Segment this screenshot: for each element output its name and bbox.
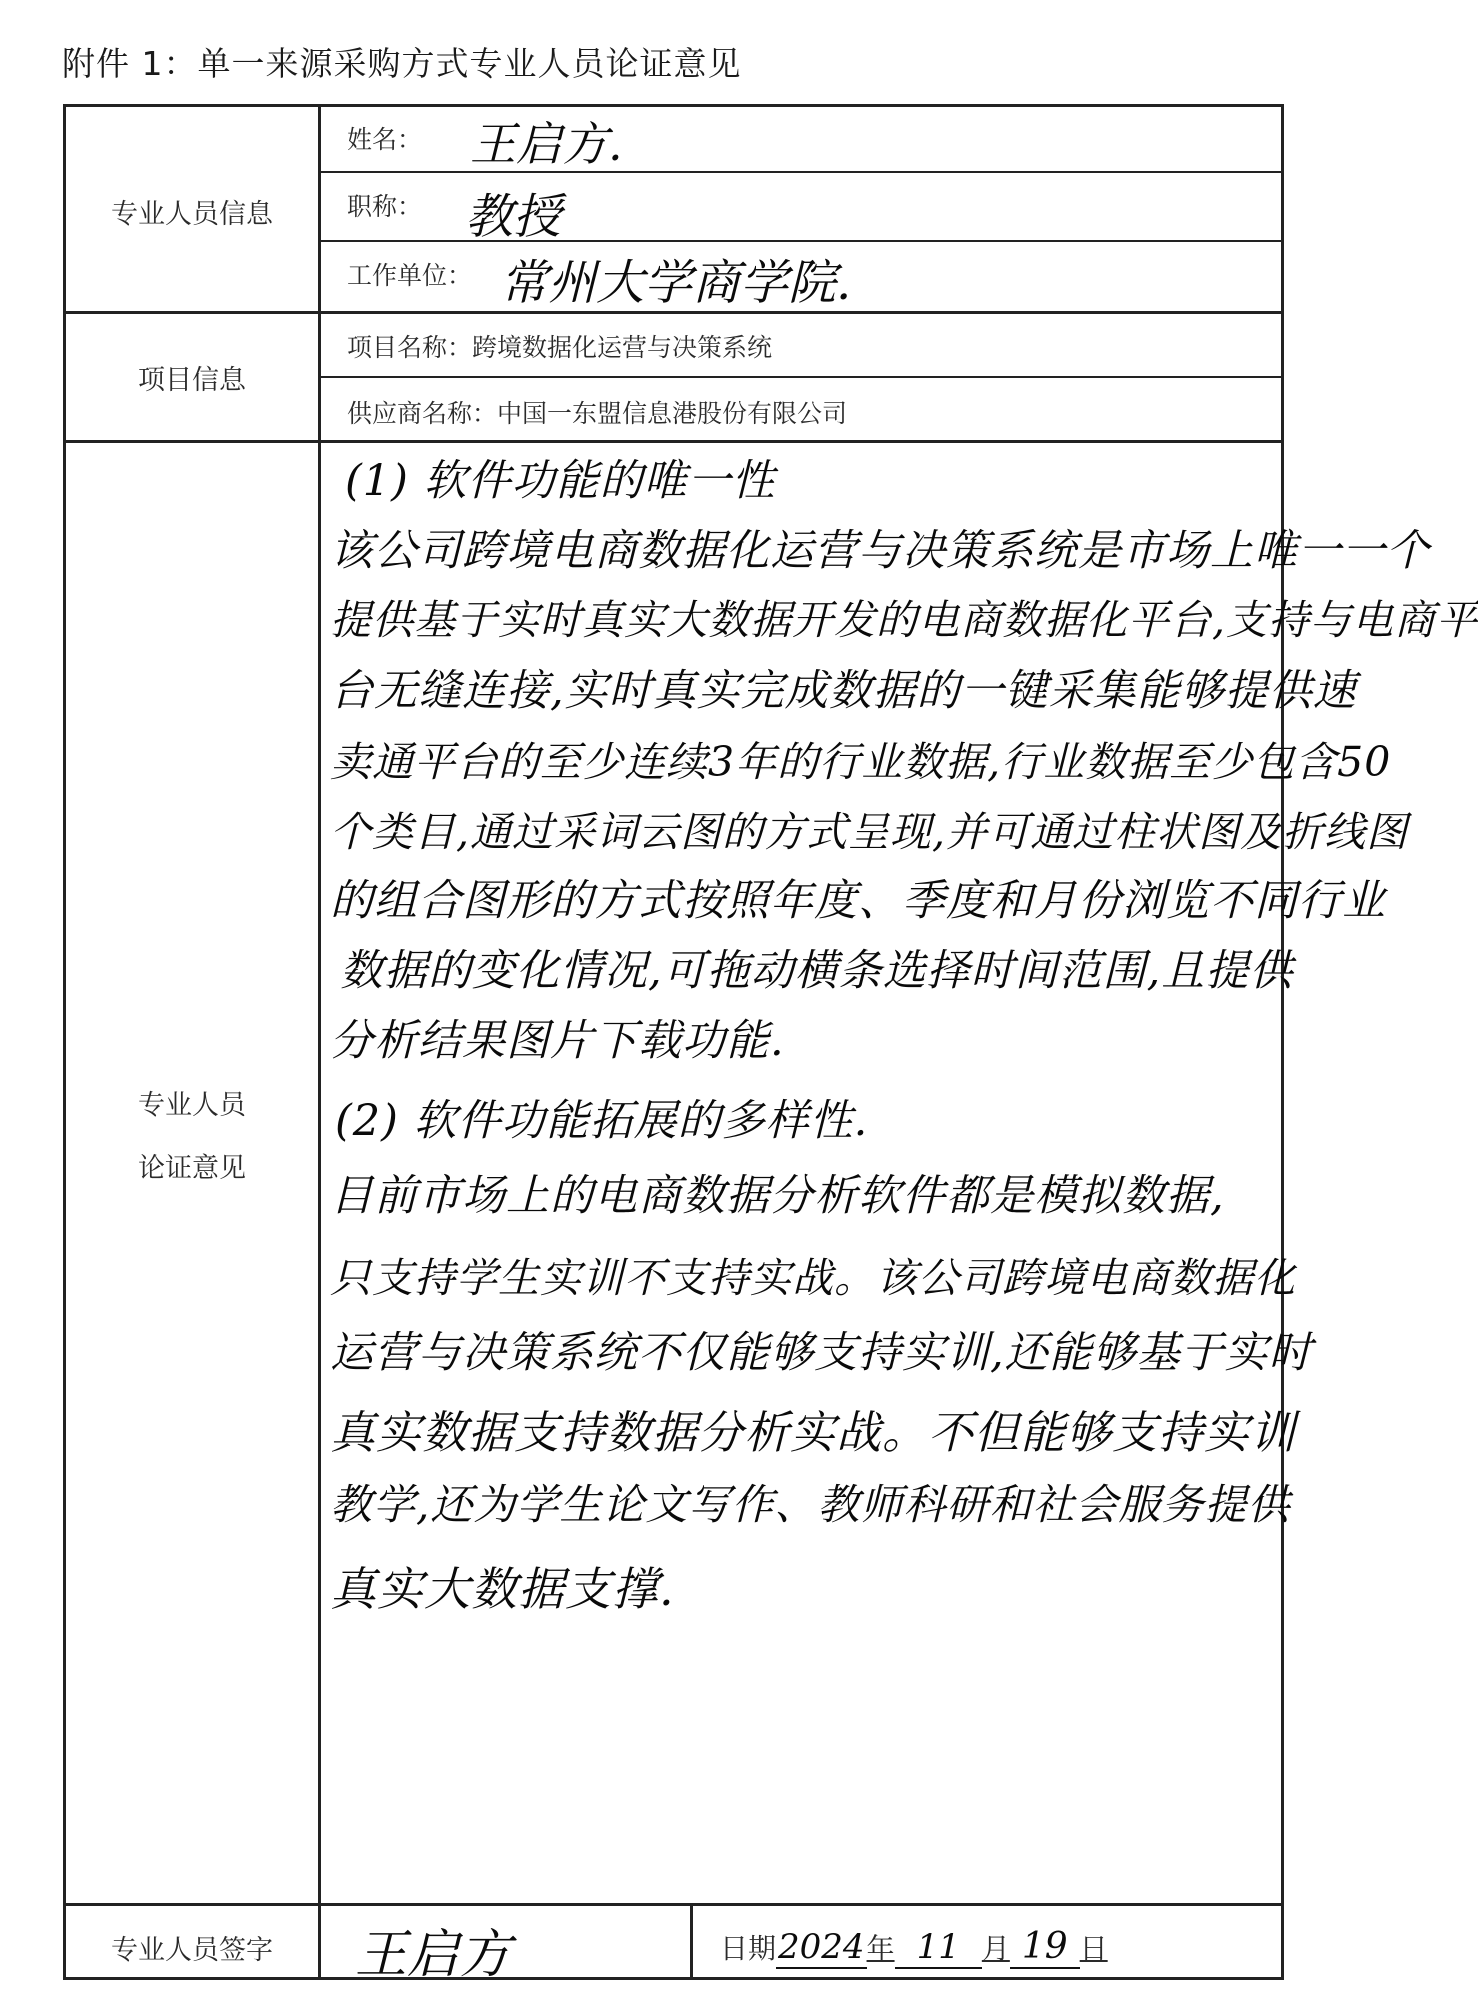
opinion-line: 只支持学生实训不支持实战。该公司跨境电商数据化	[330, 1254, 1296, 1302]
title-field	[347, 187, 422, 223]
workplace-field	[347, 256, 472, 292]
opinion-label-line2: 论证意见	[138, 1153, 246, 1184]
opinion-line: 真实大数据支撑.	[330, 1562, 675, 1616]
opinion-line: 的组合图形的方式按照年度、季度和月份浏览不同行业	[330, 876, 1386, 926]
expert-info-label: 专业人员信息	[111, 199, 273, 230]
opinion-line: 该公司跨境电商数据化运营与决策系统是市场上唯一一个	[330, 526, 1430, 576]
expert-signature: 王启方	[355, 1925, 512, 1985]
opinion-line: 分析结果图片下载功能.	[330, 1016, 785, 1066]
opinion-line: (1) 软件功能的唯一性	[345, 456, 776, 506]
section-divider	[63, 1903, 1284, 1906]
project-name-field	[347, 328, 772, 364]
opinion-line: 数据的变化情况,可拖动横条选择时间范围,且提供	[340, 946, 1294, 996]
title-label: 职称：	[347, 192, 423, 221]
workplace-value: 常州大学商学院.	[500, 255, 852, 311]
opinion-line: 真实数据支持数据分析实战。不但能够支持实训	[330, 1406, 1297, 1459]
project-name-label: 项目名称：	[347, 333, 473, 362]
date-month-unit: 月	[981, 1932, 1010, 1965]
column-divider	[318, 104, 321, 1980]
name-label: 姓名：	[347, 125, 423, 154]
opinion-line: 个类目,通过采词云图的方式呈现,并可通过柱状图及折线图	[330, 808, 1409, 856]
signature-label: 专业人员签字	[111, 1935, 273, 1966]
project-name-value: 跨境数据化运营与决策系统	[472, 333, 773, 362]
date-year-unit: 年	[866, 1932, 895, 1965]
title-value: 教授	[465, 189, 562, 245]
row-divider	[318, 240, 1284, 242]
name-field	[347, 120, 422, 156]
opinion-line: 卖通平台的至少连续3年的行业数据,行业数据至少包含50	[330, 738, 1392, 786]
opinion-line: 教学,还为学生论文写作、教师科研和社会服务提供	[330, 1480, 1291, 1529]
document-title: 附件 1：单一来源采购方式专业人员论证意见	[62, 44, 742, 83]
row-divider	[318, 171, 1284, 173]
opinion-line: 台无缝连接,实时真实完成数据的一键采集能够提供速	[330, 666, 1357, 716]
opinion-label-line1: 专业人员	[138, 1090, 246, 1121]
opinion-line: 提供基于实时真实大数据开发的电商数据化平台,支持与电商平	[330, 596, 1478, 644]
date-year-value: 2024	[778, 1927, 865, 1967]
date-day-unit: 日	[1079, 1932, 1108, 1965]
date-day-value: 19	[1010, 1926, 1080, 1969]
signature-divider	[690, 1903, 693, 1980]
opinion-line: 目前市场上的电商数据分析软件都是模拟数据,	[330, 1171, 1225, 1221]
date-field	[720, 1926, 1108, 1967]
opinion-line: 运营与决策系统不仅能够支持实训,还能够基于实时	[330, 1328, 1313, 1378]
supplier-value: 中国一东盟信息港股份有限公司	[497, 399, 848, 428]
name-value: 王启方.	[470, 117, 623, 171]
supplier-field	[347, 394, 847, 430]
date-month-value: 11	[895, 1927, 982, 1969]
opinion-line: (2) 软件功能拓展的多样性.	[335, 1096, 869, 1146]
row-divider	[318, 376, 1284, 378]
date-label: 日期	[720, 1932, 777, 1965]
project-info-label: 项目信息	[138, 365, 246, 396]
workplace-label: 工作单位：	[347, 261, 473, 290]
section-divider	[63, 440, 1284, 443]
supplier-label: 供应商名称：	[347, 399, 498, 428]
